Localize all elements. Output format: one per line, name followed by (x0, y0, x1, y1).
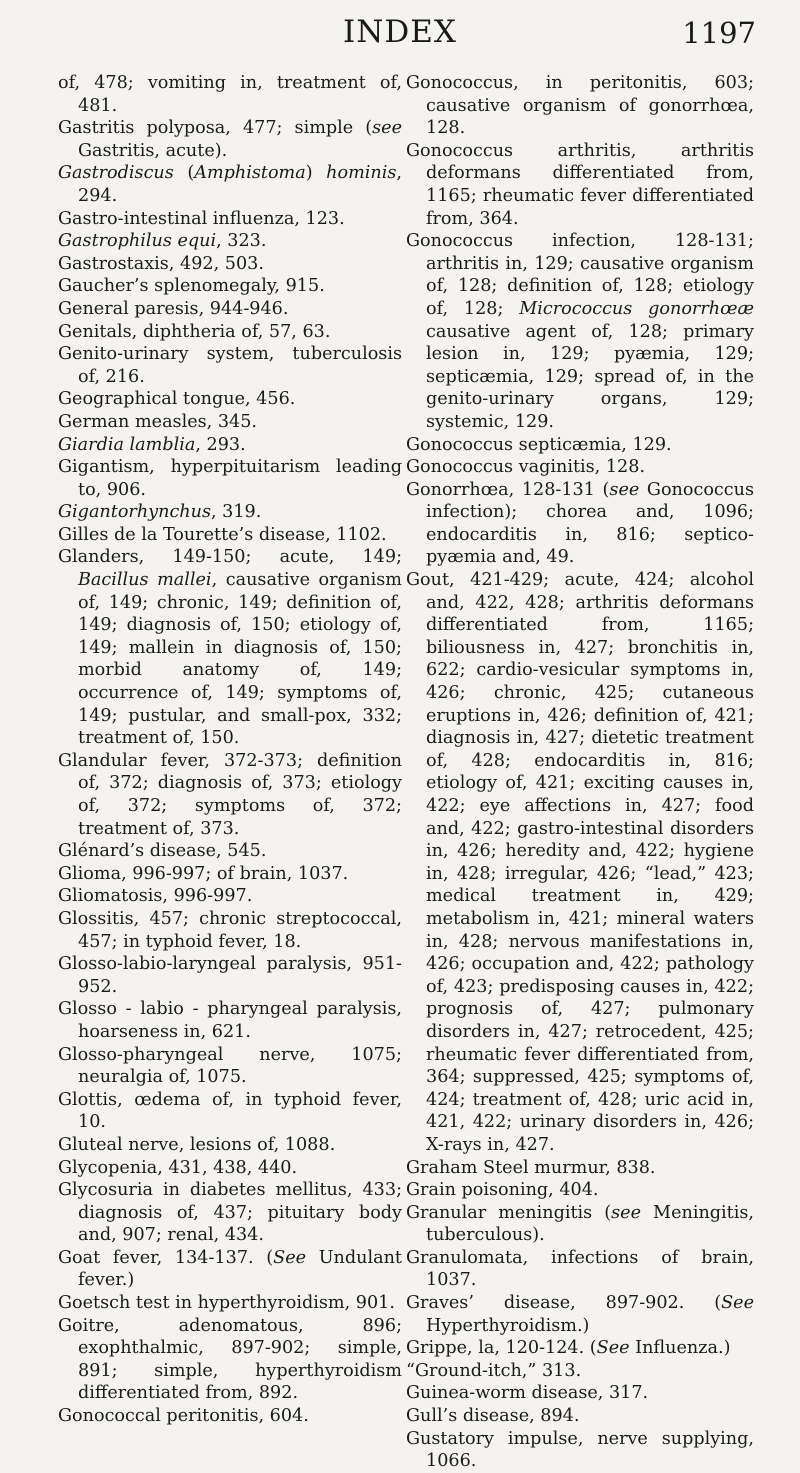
index-entry: Gonococcus vaginitis, 128. (406, 457, 646, 478)
index-entry: of, 478; vomiting in, treatment of, 481. (58, 73, 402, 116)
index-entry: German measles, 345. (58, 411, 258, 432)
index-entry: Gonorrhœa, 128-131 (see Gonococcus infection); chorea and, 1096; endocarditis in, 816; septico-pyæmia and, 49. (406, 479, 754, 568)
index-entry: Glandular fever, 372-373; definition of, 372; diagnosis of, 373; etiology of, 372; symptoms of, 372; treatment of, 373. (58, 750, 402, 839)
index-entry: Glosso - labio - pharyngeal paralysis, hoarseness in, 621. (58, 999, 402, 1042)
index-entry: Gastrodiscus (Amphistoma) hominis, 294. (58, 163, 402, 206)
index-entry: Gonococcus infection, 128-131; arthritis in, 129; causative organism of, 128; definition of, 128; etiology of, 128; Micrococcus gonorrhœæ causative agent of, 128; primary lesion in, 129; pyæmia, 129; septicæmia, 129; spread of, in the genito-urinary organs, 129; systemic, 129. (406, 231, 755, 432)
index-entry: Gonococcal peritonitis, 604. (58, 1406, 309, 1427)
index-entry: Gout, 421-429; acute, 424; alcohol and, 422, 428; arthritis deformans differentiated from, 1165; biliousness in, 427; bronchitis in, 622; cardio-vesicular symptoms in, 426; chronic, 425; cutaneous eruptions in, 426; definition of, 421; diagnosis in, 427; dietetic treatment of, 428; endocarditis in, 816; etiology of, 421; exciting causes in, 422; eye affections in, 427; food and, 422; gastro-intestinal disorders in, 426; heredity and, 422; hygiene in, 428; irregular, 426; “lead,” 423; medical treatment in, 429; metabolism in, 421; mineral waters in, 428; nervous manifestations in, 426; occupation and, 422; pathology of, 423; predisposing causes in, 422; prognosis of, 427; pulmonary disorders in, 427; retrocedent, 425; rheumatic fever differentiated from, 364; suppressed, 425; symptoms of, 424; treatment of, 428; uric acid in, 421, 422; urinary disorders in, 426; X-rays in, 427. (406, 570, 754, 1155)
index-entry: Geographical tongue, 456. (58, 389, 296, 410)
index-entry: Glottis, œdema of, in typhoid fever, 10. (58, 1089, 402, 1133)
index-entry: Glossitis, 457; chronic streptococcal, 457; in typhoid fever, 18. (58, 908, 402, 952)
index-entry: Goitre, adenomatous, 896; exophthalmic, 897-902; simple, 891; simple, hyperthyroidism differentiated from, 892. (58, 1315, 402, 1404)
index-entry: Goat fever, 134-137. (See Undulant fever.) (58, 1247, 402, 1291)
running-head: INDEX (343, 14, 457, 50)
index-entry: Gustatory impulse, nerve supplying, 1066. (406, 1428, 754, 1472)
index-entry: Glosso-labio-laryngeal paralysis, 951-952. (58, 954, 402, 997)
index-entry: Graham Steel murmur, 838. (406, 1157, 656, 1178)
index-entry: “Ground-itch,” 313. (406, 1360, 582, 1381)
index-entry: Granulomata, infections of brain, 1037. (406, 1247, 754, 1291)
index-entry: Gaucher’s splenomegaly, 915. (58, 276, 325, 297)
index-entry: Gonococcus arthritis, arthritis deformans differentiated from, 1165; rheumatic fever differentiated from, 364. (406, 140, 754, 229)
index-entry: Glosso-pharyngeal nerve, 1075; neuralgia of, 1075. (58, 1044, 402, 1088)
index-entry: Glénard’s disease, 545. (58, 841, 267, 862)
index-entry: Guinea-worm disease, 317. (406, 1383, 649, 1404)
index-entry: Gastro-intestinal influenza, 123. (58, 208, 345, 229)
index-entry: Grain poisoning, 404. (406, 1180, 599, 1201)
index-entry: Gonococcus, in peritonitis, 603; causative organism of gonorrhœa, 128. (406, 73, 754, 139)
index-entry: Gull’s disease, 894. (406, 1406, 580, 1427)
index-entry: Glycopenia, 431, 438, 440. (58, 1157, 298, 1178)
index-entry: Gonococcus septicæmia, 129. (406, 434, 672, 455)
index-entry: Gluteal nerve, lesions of, 1088. (58, 1134, 336, 1155)
index-entry: Goetsch test in hyperthyroidism, 901. (58, 1293, 395, 1314)
index-entry: General paresis, 944-946. (58, 298, 289, 319)
index-entry: Glanders, 149-150; acute, 149; Bacillus mallei, causative organism of, 149; chronic, 149; definition of, 149; diagnosis of, 150; etiology of, 149; mallein in diagnosis of, 150; morbid anatomy of, 149; occurrence of, 149; symptoms of, 149; pustular, and small-pox, 332; treatment of, 150. (58, 547, 402, 749)
page-number: 1197 (682, 16, 756, 50)
index-entry: Granular meningitis (see Meningitis, tuberculous). (406, 1202, 754, 1246)
index-entry: Graves’ disease, 897-902. (See Hyperthyroidism.) (406, 1293, 754, 1336)
index-entry: Grippe, la, 120-124. (See Influenza.) (406, 1338, 731, 1359)
index-entry: Genitals, diphtheria of, 57, 63. (58, 321, 331, 342)
index-entry: Gigantorhynchus, 319. (58, 502, 262, 523)
index-entry: Gliomatosis, 996-997. (58, 886, 253, 907)
index-entry: Giardia lamblia, 293. (58, 434, 246, 455)
index-entry: Gastrostaxis, 492, 503. (58, 253, 264, 274)
index-column-left (58, 72, 402, 1428)
index-entry: Gastritis polyposa, 477; simple (see Gastritis, acute). (58, 118, 402, 161)
index-entry: Genito-urinary system, tuberculosis of, 216. (58, 344, 402, 387)
index-entry: Glycosuria in diabetes mellitus, 433; diagnosis of, 437; pituitary body and, 907; renal, 434. (58, 1180, 402, 1246)
index-entry: Gilles de la Tourette’s disease, 1102. (58, 524, 387, 545)
index-entry: Gigantism, hyperpituitarism leading to, 906. (58, 457, 402, 500)
page-header (0, 14, 800, 54)
index-column-right (406, 72, 754, 1473)
index-entry: Gastrophilus equi, 323. (58, 231, 267, 252)
index-entry: Glioma, 996-997; of brain, 1037. (58, 863, 349, 884)
